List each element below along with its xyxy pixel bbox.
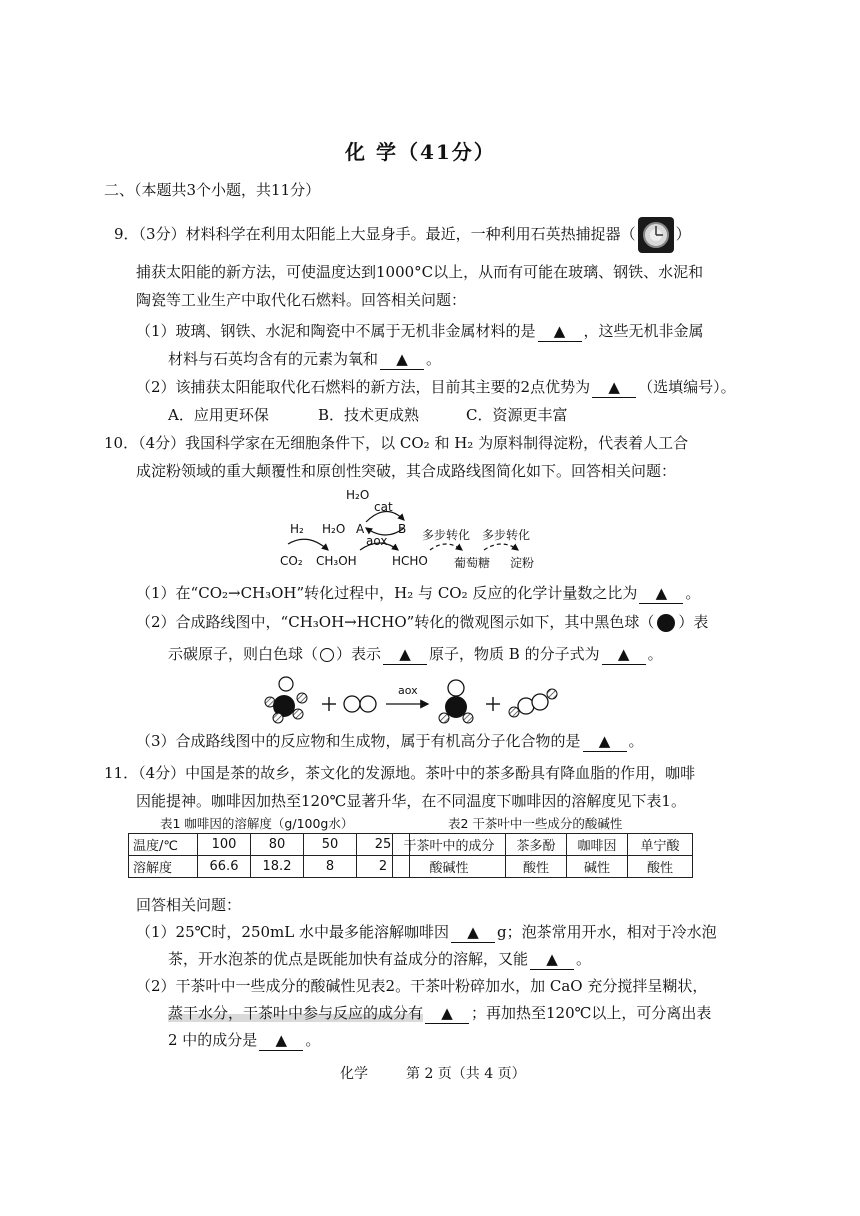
q9-p1b: ，这些无机非金属 xyxy=(583,322,704,340)
table-cell: 温度/℃ xyxy=(129,834,198,856)
q11-part2-end xyxy=(168,1030,320,1051)
table-cell: 18.2 xyxy=(251,856,304,878)
section-heading: 二、（本题共3个小题，共11分） xyxy=(104,181,321,199)
diagram-step1: 多步转化 xyxy=(422,528,471,542)
q9-head-text: 9．（3分）材料科学在利用太阳能上大显身手。最近，一种利用石英热捕捉器（ xyxy=(114,225,636,243)
answer-blank[interactable]: ▲ xyxy=(583,731,627,752)
q11-part2: （2）干茶叶中一些成分的酸碱性见表2。干茶叶粉碎加水，加 CaO 充分搅拌呈糊状， xyxy=(136,977,708,995)
table-cell: 25 xyxy=(357,834,410,856)
diagram-cat: cat xyxy=(374,500,393,514)
table-row xyxy=(393,834,693,856)
q9-option-c: C．资源更丰富 xyxy=(466,406,568,424)
micro-reaction-diagram xyxy=(264,676,564,726)
table-cell: 碱性 xyxy=(567,856,628,878)
q9-p1a: （1）玻璃、钢铁、水泥和陶瓷中不属于无机非金属材料的是 xyxy=(136,322,536,340)
footer-page-number: 第 2 页（共 4 页） xyxy=(406,1066,526,1082)
q11-p2e: 。 xyxy=(305,1031,321,1049)
q10-head: 10．（4分）我国科学家在无细胞条件下，以 CO₂ 和 H₂ 为原料制得淀粉，代表着人工合 xyxy=(104,434,689,452)
table-cell: 单宁酸 xyxy=(628,834,693,856)
footer-subject: 化学 xyxy=(340,1066,368,1082)
q10-p2a: （2）合成路线图中，“CH₃OH→HCHO”转化的微观图示如下，其中黑色球（ xyxy=(136,613,655,631)
answer-blank[interactable]: ▲ xyxy=(383,644,427,665)
acidity-table xyxy=(392,833,693,878)
q10-p2c: 示碳原子，则白色球（ xyxy=(168,645,319,663)
table-row xyxy=(129,856,410,878)
table-cell: 咖啡因 xyxy=(567,834,628,856)
black-ball-icon xyxy=(657,614,675,632)
q10-p2e: 原子，物质 B 的分子式为 xyxy=(429,645,600,663)
q10-p2d: ）表示 xyxy=(336,645,382,663)
q10-part2 xyxy=(136,612,708,632)
q11-p1c: 茶，开水泡茶的优点是既能加快有益成分的溶解，又能 xyxy=(168,950,529,968)
answer-blank[interactable]: ▲ xyxy=(538,321,582,342)
diagram-starch: 淀粉 xyxy=(510,556,535,570)
q9-option-a: A．应用更环保 xyxy=(168,406,269,424)
table-row xyxy=(393,856,693,878)
q10-part3 xyxy=(136,731,644,752)
q9-p1c: 材料与石英均含有的元素为氧和 xyxy=(168,350,379,368)
q11-p2b: 蒸干水分，干茶叶中参与反应的成分有 xyxy=(168,1004,424,1022)
q10-p2f: 。 xyxy=(647,645,663,663)
q10-p1a: （1）在“CO₂→CH₃OH”转化过程中，H₂ 与 CO₂ 反应的化学计量数之比为 xyxy=(136,584,638,602)
answer-blank[interactable]: ▲ xyxy=(530,949,574,970)
table-cell: 2 xyxy=(357,856,410,878)
diagram-h2: H₂ xyxy=(290,522,304,536)
q10-p1b: 。 xyxy=(685,584,701,602)
table-cell: 溶解度 xyxy=(129,856,198,878)
table2-caption: 表2 干茶叶中一些成分的酸碱性 xyxy=(448,816,623,831)
diagram-ch3oh: CH₃OH xyxy=(316,554,357,568)
q11-answer-prompt: 回答相关问题： xyxy=(136,896,242,914)
answer-blank[interactable]: ▲ xyxy=(259,1030,303,1051)
table1-caption: 表1 咖啡因的溶解度（g/100g水） xyxy=(160,816,354,831)
q9-part1 xyxy=(136,321,704,342)
table-cell: 酸性 xyxy=(628,856,693,878)
table-cell: 茶多酚 xyxy=(506,834,567,856)
quartz-device-icon xyxy=(638,217,674,253)
answer-blank[interactable]: ▲ xyxy=(451,922,495,943)
table-cell: 干茶叶中的成分 xyxy=(393,834,506,856)
micro-aox-label: aox xyxy=(398,684,418,697)
diagram-h2o: H₂O xyxy=(322,522,346,536)
diagram-co2: CO₂ xyxy=(280,554,303,568)
q9-line2: 捕获太阳能的新方法，可使温度达到1000°C以上，从而有可能在玻璃、钢铁、水泥和 xyxy=(136,263,704,281)
answer-blank[interactable]: ▲ xyxy=(592,377,636,398)
q10-part2-cont xyxy=(168,644,663,665)
diagram-glucose: 葡萄糖 xyxy=(454,556,491,570)
q11-p1d: 。 xyxy=(576,950,592,968)
q10-p2b: ）表 xyxy=(678,613,709,631)
q11-p1b: g；泡茶常用开水，相对于冷水泡 xyxy=(497,923,717,941)
q11-head: 11．（4分）中国是茶的故乡，茶文化的发源地。茶叶中的茶多酚具有降血脂的作用，咖啡 xyxy=(104,764,696,782)
q9-p2b: （选填编号）。 xyxy=(638,378,736,396)
table-cell: 酸性 xyxy=(506,856,567,878)
answer-blank[interactable]: ▲ xyxy=(425,1003,469,1024)
page-title: 化 学（41分） xyxy=(345,140,496,164)
table-cell: 66.6 xyxy=(198,856,251,878)
q9-head xyxy=(114,217,691,253)
answer-blank[interactable]: ▲ xyxy=(602,644,646,665)
table1 xyxy=(128,833,410,878)
solubility-table xyxy=(128,833,410,878)
q10-p3a: （3）合成路线图中的反应物和生成物，属于有机高分子化合物的是 xyxy=(136,732,581,750)
q9-head-end: ） xyxy=(675,225,691,243)
answer-blank[interactable]: ▲ xyxy=(380,349,424,370)
table-cell: 酸碱性 xyxy=(393,856,506,878)
table-cell: 50 xyxy=(304,834,357,856)
diagram-aox: aox xyxy=(366,534,388,548)
q11-p2c: ；再加热至120℃以上，可分离出表 xyxy=(471,1004,712,1022)
table-row xyxy=(129,834,410,856)
diagram-hcho: HCHO xyxy=(392,554,428,568)
table-cell: 100 xyxy=(198,834,251,856)
diagram-a: A xyxy=(356,522,365,536)
q11-part2-cont xyxy=(168,1003,711,1024)
diagram-h2o-top: H₂O xyxy=(346,488,370,502)
answer-blank[interactable]: ▲ xyxy=(639,583,683,604)
q11-part1 xyxy=(136,922,717,943)
q9-p2a: （2）该捕获太阳能取代化石燃料的新方法，目前其主要的2点优势为 xyxy=(136,378,591,396)
q9-p1d: 。 xyxy=(426,350,442,368)
q9-part2 xyxy=(136,377,736,398)
q9-line3: 陶瓷等工业生产中取代化石燃料。回答相关问题： xyxy=(136,291,467,309)
q11-p1a: （1）25℃时，250mL 水中最多能溶解咖啡因 xyxy=(136,923,449,941)
table-cell: 80 xyxy=(251,834,304,856)
diagram-b: B xyxy=(398,522,407,536)
q10-part1 xyxy=(136,583,700,604)
q9-part1-cont xyxy=(168,349,441,370)
diagram-step2: 多步转化 xyxy=(482,528,531,542)
white-ball-icon xyxy=(320,648,334,662)
q11-p2d: 2 中的成分是 xyxy=(168,1031,258,1049)
table2 xyxy=(392,833,693,878)
q10-p3b: 。 xyxy=(628,732,644,750)
q9-option-b: B．技术更成熟 xyxy=(318,406,420,424)
q11-part1-cont xyxy=(168,949,591,970)
synthesis-route-diagram xyxy=(270,484,570,576)
q10-line2: 成淀粉领域的重大颠覆性和原创性突破，其合成路线图简化如下。回答相关问题： xyxy=(136,462,677,480)
table-cell: 8 xyxy=(304,856,357,878)
q11-line2: 因能提神。咖啡因加热至120℃显著升华，在不同温度下咖啡因的溶解度见下表1。 xyxy=(136,792,686,810)
